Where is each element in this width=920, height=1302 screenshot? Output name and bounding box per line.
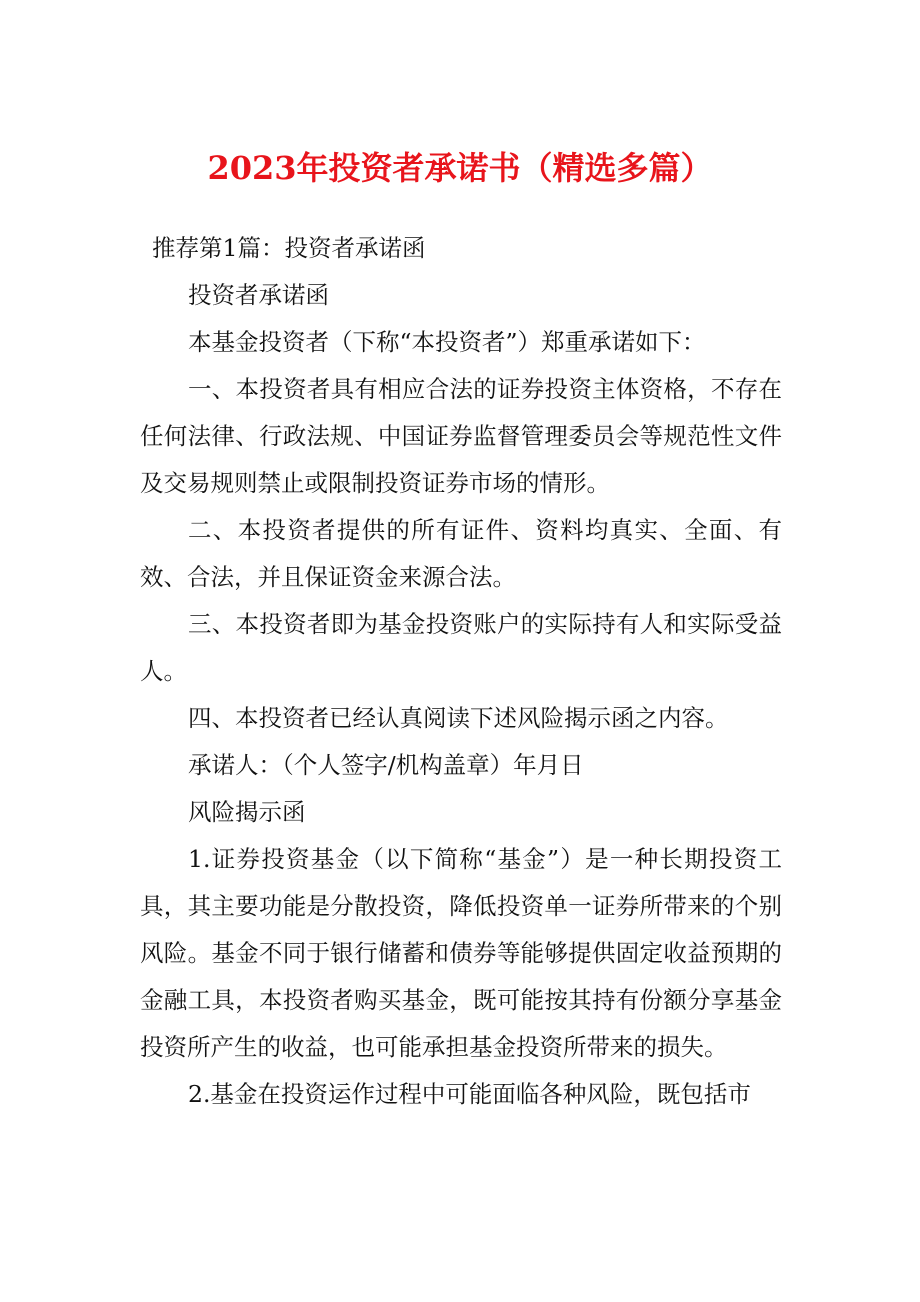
letter-title: 投资者承诺函 (188, 281, 329, 309)
recommend-heading: 推荐第1篇：投资者承诺函 (152, 234, 426, 262)
risk-disclosure-heading: 风险揭示函 (188, 798, 306, 826)
commitment-item-1: 一、本投资者具有相应合法的证券投资主体资格，不存在任何法律、行政法规、中国证券监督管理委员会等规范性文件及交易规则禁止或限制投资证券市场的情形。 (140, 375, 782, 497)
document-body (140, 225, 782, 1118)
commitment-item-2: 二、本投资者提供的所有证件、资料均真实、全面、有效、合法，并且保证资金来源合法。 (140, 516, 782, 591)
commitment-item-4: 四、本投资者已经认真阅读下述风险揭示函之内容。 (188, 704, 729, 732)
commitment-item-3: 三、本投资者即为基金投资账户的实际持有人和实际受益人。 (140, 610, 782, 685)
risk-item-1: 1.证券投资基金（以下简称“基金”）是一种长期投资工具，其主要功能是分散投资，降低投资单一证券所带来的个别风险。基金不同于银行储蓄和债券等能够提供固定收益预期的金融工具，本投资者购买基金，既可能按其持有份额分享基金投资所产生的收益，也可能承担基金投资所带来的损失。 (140, 845, 782, 1061)
signature-line: 承诺人：（个人签字/机构盖章）年月日 (188, 751, 584, 779)
document-title: 2023年投资者承诺书（精选多篇） (207, 149, 713, 187)
intro-paragraph: 本基金投资者（下称“本投资者”）郑重承诺如下： (188, 328, 706, 356)
risk-item-2: 2.基金在投资运作过程中可能面临各种风险，既包括市 (188, 1080, 751, 1108)
